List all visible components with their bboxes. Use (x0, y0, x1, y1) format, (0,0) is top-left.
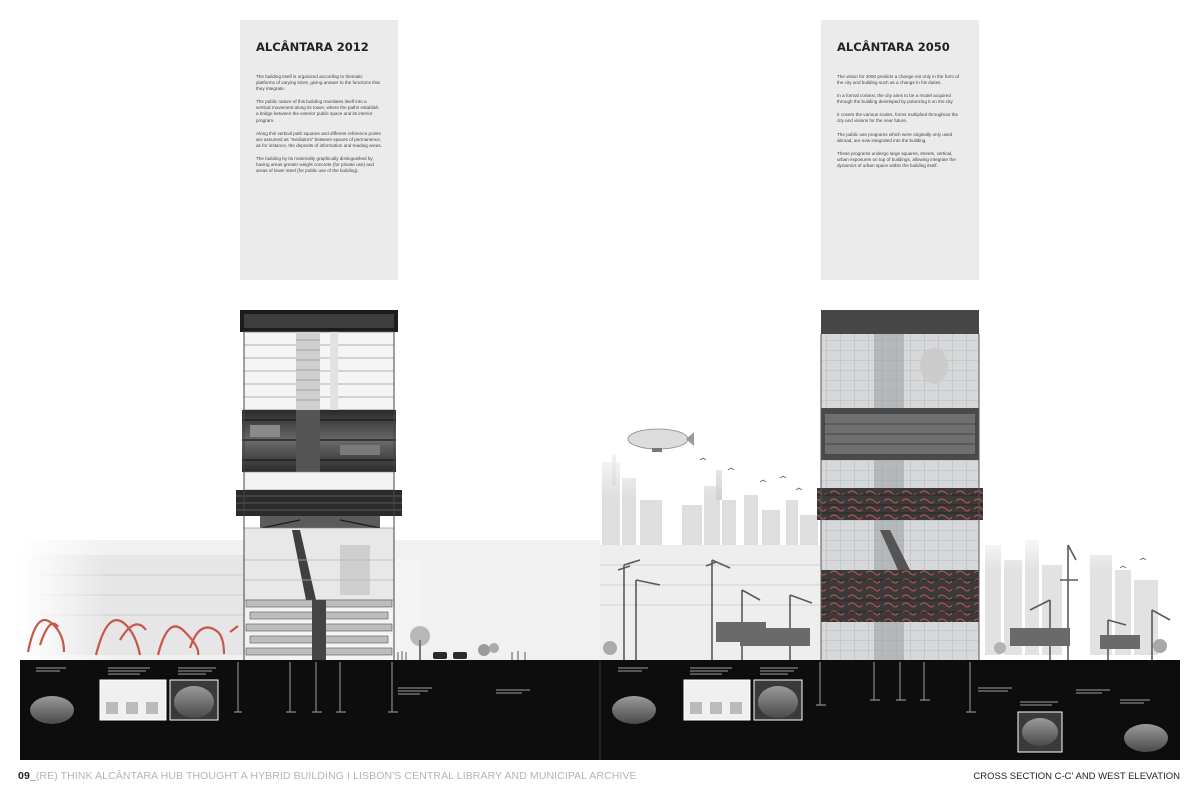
panel-paragraph: The public use programs which were originally only used abroad, are now integrated into the building. (837, 131, 953, 143)
footer-project-title (18, 770, 637, 782)
panel-title: ALCÂNTARA 2012 (256, 40, 369, 54)
panel-paragraph: The public nature of this building translates itself into a vertical movement along its tower, where the paths establish a bridge between the exterior public space and its interior program. (256, 99, 379, 123)
panel-paragraph: The building itself is organized according to thematic platforms of varying sizes, giving answer to the functions that they integrate. (256, 74, 380, 92)
panel-paragraph: It covers the various scales, forms multiplied throughout the city and visions for the near future. (837, 112, 959, 124)
project-title: (RE) THINK ALCÂNTARA HUB THOUGHT A HYBRID BUILDING I LISBON'S CENTRAL LIBRARY AND MUNICIPAL ARCHIVE (35, 770, 637, 782)
panel-paragraph: The building by its materiality graphically distinguished by having areas greater weight concrete (for private use) and areas of lower steel (for public use of the building). (256, 155, 374, 174)
panel-title: ALCÂNTARA 2050 (837, 40, 950, 54)
panel-paragraph: Along this vertical path squares and different reference points are assumed as "mediators" between spaces of permanence, as for instance, the deposits of information and reading areas. (256, 130, 382, 148)
sheet-title: CROSS SECTION C-C' AND WEST ELEVATION (973, 771, 1180, 782)
page-number: 09_ (18, 770, 36, 782)
panel-paragraph: In a formal context, the city aims to be a model acquired through the building developed by polarizing it on the city. (837, 93, 954, 105)
tower-2050 (817, 310, 983, 660)
panel-paragraph: The vision for 2050 predicts a change not only in the form of the city and building such as a change in his duties. (837, 74, 960, 86)
panel-paragraph: These programs undergo large squares, streets, vertical, urban exposures on top of buildings, allowing integrate the dynamics of urban space within the building itself. (837, 150, 956, 168)
